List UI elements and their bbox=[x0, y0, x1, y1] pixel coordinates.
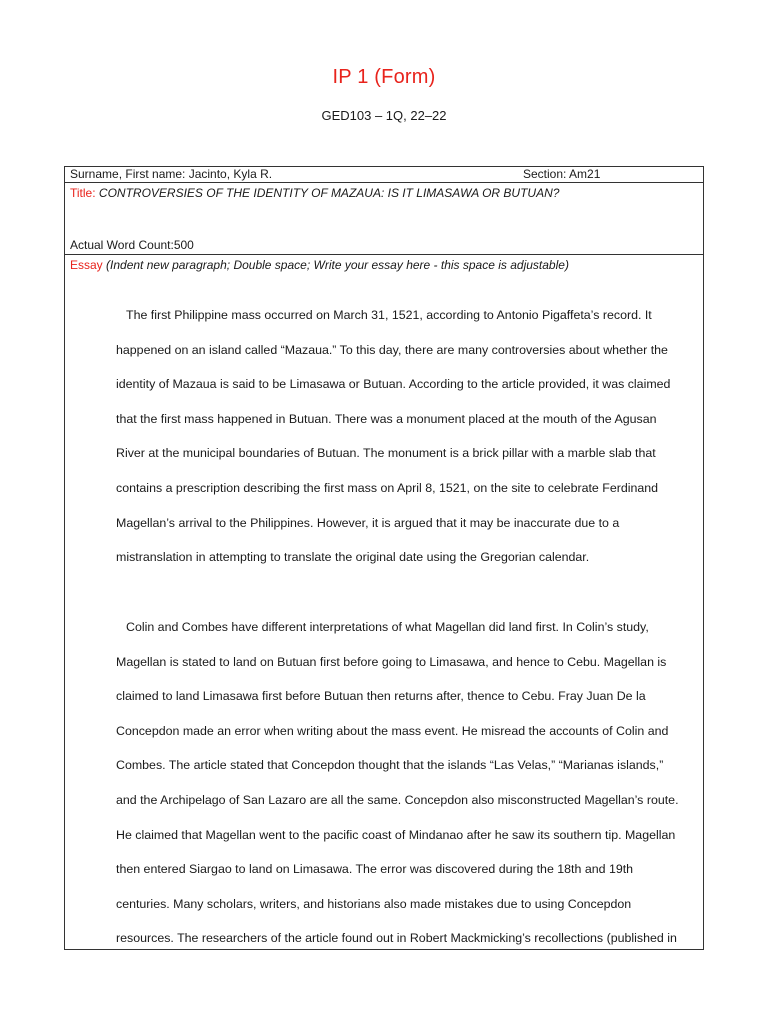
essay-instructions: (Indent new paragraph; Double space; Write your essay here - this space is adjustable) bbox=[106, 258, 569, 272]
paragraph-line: mistranslation in attempting to translate the original date using the Gregorian calendar. bbox=[116, 550, 590, 565]
course-subtitle: GED103 – 1Q, 22–22 bbox=[321, 108, 447, 123]
essay-title: CONTROVERSIES OF THE IDENTITY OF MAZAUA: IS IT LIMASAWA OR BUTUAN? bbox=[98, 186, 560, 200]
paragraph-line: and the Archipelago of San Lazaro are all the same. Concepdon also misconstructed Magellan’s route. bbox=[116, 792, 679, 807]
essay-label: Essay bbox=[70, 258, 103, 272]
student-name: Surname, First name: Jacinto, Kyla R. bbox=[70, 167, 273, 181]
word-count: Actual Word Count:500 bbox=[70, 238, 194, 252]
paragraph-line: claimed to land Limasawa first before Butuan then returns after, thence to Cebu. Fray Juan De la bbox=[116, 689, 646, 704]
paragraph-line: Magellan’s arrival to the Philippines. However, it is argued that it may be inaccurate due to a bbox=[116, 515, 620, 530]
essay-paragraph-1 bbox=[116, 308, 701, 585]
paragraph-line: Magellan is stated to land on Butuan first before going to Limasawa, and hence to Cebu. Magellan is bbox=[116, 654, 667, 669]
paragraph-line: He claimed that Magellan went to the pacific coast of Mindanao after he saw its southern tip. Magellan bbox=[116, 827, 676, 842]
paragraph-line: The first Philippine mass occurred on March 31, 1521, according to Antonio Pigaffeta’s record. It bbox=[126, 308, 652, 322]
essay-paragraph-2 bbox=[116, 620, 701, 966]
paragraph-line: happened on an island called “Mazaua.” To this day, there are many controversies about whether the bbox=[116, 342, 668, 357]
paragraph-line: then entered Siargao to land on Limasawa. The error was discovered during the 18th and 19th bbox=[116, 862, 634, 877]
paragraph-line: River at the municipal boundaries of Butuan. The monument is a brick pillar with a marble slab that bbox=[116, 446, 656, 461]
paragraph-line: contains a prescription describing the first mass on April 8, 1521, on the site to celebrate Ferdinand bbox=[116, 480, 659, 495]
paragraph-line: Combes. The article stated that Concepdon thought that the islands “Las Velas,” “Marianas islands,” bbox=[116, 758, 664, 773]
paragraph-line: Colin and Combes have different interpretations of what Magellan did land first. In Colin’s study, bbox=[126, 620, 649, 634]
title-label: Title: bbox=[70, 186, 96, 200]
essay-title-line bbox=[70, 186, 559, 200]
page-title: IP 1 (Form) bbox=[332, 66, 436, 88]
paragraph-line: centuries. Many scholars, writers, and historians also made mistakes due to using Concepdon bbox=[116, 896, 632, 911]
title-row bbox=[65, 183, 703, 255]
paragraph-line: Concepdon made an error when writing about the mass event. He misread the accounts of Colin and bbox=[116, 723, 669, 738]
paragraph-line: resources. The researchers of the article found out in Robert Mackmicking’s recollections (published in bbox=[116, 931, 677, 946]
form-table bbox=[64, 166, 704, 950]
paragraph-line: identity of Mazaua is said to be Limasawa or Butuan. According to the article provided, it was claimed bbox=[116, 377, 671, 392]
paragraph-line: that the first mass happened in Butuan. There was a monument placed at the mouth of the Agusan bbox=[116, 411, 657, 426]
section-label: Section: Am21 bbox=[523, 167, 601, 181]
essay-header bbox=[70, 258, 569, 272]
name-row bbox=[65, 167, 703, 183]
